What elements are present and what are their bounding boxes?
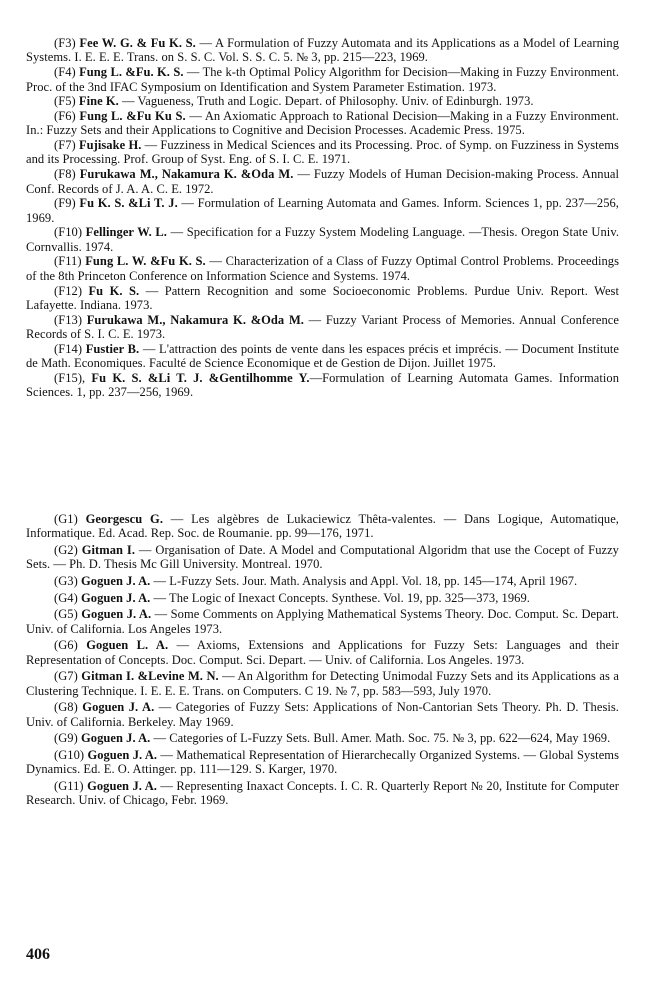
reference-f9 [26, 196, 619, 225]
reference-text: — Vagueness, Truth and Logic. Depart. of Philosophy. Univ. of Edinburgh. 1973. [118, 94, 534, 109]
reference-authors: Goguen J. A. [81, 607, 152, 622]
reference-label: (G2) [54, 543, 78, 557]
reference-text: — An Algorithm for Detecting Unimodal Fuzzy Sets and its Applications as a Clustering Technique. I. E. E. E. Trans. on Computers. C 19. № 7, pp. 583—593, July 1970. [26, 669, 619, 698]
reference-f4 [26, 65, 619, 94]
reference-label: (F8) [54, 167, 76, 182]
reference-text: — A Formulation of Fuzzy Automata and its Applications as a Model of Learning Systems. I. E. E. E. Trans. on S. S. C. Vol. S. S. C. 5. № 3, pp. 215—223, 1969. [26, 36, 619, 65]
reference-f5 [26, 94, 619, 108]
reference-label: (F6) [54, 108, 76, 123]
reference-label: (G4) [54, 590, 78, 605]
reference-text: — Fuzzy Variant Process of Memories. Annual Conference Records of S. I. C. E. 1973. [26, 312, 619, 342]
reference-text: — Organisation of Date. A Model and Computational Algoridm that use the Cocept of Fuzzy Sets. — Ph. D. Thesis Mc Gill University. Montreal. 1970. [26, 543, 619, 572]
page-number: 406 [26, 946, 50, 963]
reference-f15 [26, 371, 619, 400]
reference-text: — The Logic of Inexact Concepts. Synthese. Vol. 19, pp. 325—373, 1969. [150, 590, 530, 605]
reference-authors: Goguen J. A. [82, 700, 155, 715]
reference-text: — L'attraction des points de vente dans les espaces précis et imprécis. — Document Institute de Math. Economiques. Faculté de Science Economique et de Gestion de Dijon. Juillet 1975. [26, 341, 619, 371]
reference-label: (F15), [54, 370, 86, 385]
reference-f14 [26, 342, 619, 371]
reference-g7 [26, 669, 619, 698]
reference-authors: Gitman I. &Levine M. N. [81, 669, 219, 684]
reference-g10 [26, 748, 619, 777]
references-f-section [26, 36, 619, 400]
reference-f7 [26, 138, 619, 167]
reference-g11 [26, 779, 619, 808]
reference-label: (G11) [54, 778, 84, 793]
reference-label: (F10) [54, 225, 83, 240]
reference-g1 [26, 512, 619, 541]
reference-f12 [26, 284, 619, 313]
reference-label: (G6) [54, 638, 78, 653]
reference-text: — Categories of L-Fuzzy Sets. Bull. Amer. Math. Soc. 75. № 3, pp. 622—624, May 1969. [150, 731, 611, 746]
reference-label: (G1) [54, 512, 78, 526]
reference-authors: Furukawa M., Nakamura K. &Oda M. [79, 167, 294, 182]
reference-authors: Goguen J. A. [81, 574, 151, 588]
reference-label: (G5) [54, 607, 78, 622]
reference-text: — Axioms, Extensions and Applications for Fuzzy Sets: Languages and their Representation of Concepts. Doc. Comput. Sci. Depart. — Univ. of California. Los Angeles. 1973. [26, 638, 620, 667]
reference-text: — Les algèbres de Lukaciewicz Thêta-valentes. — Dans Logique, Automatique, Informatique. Ed. Acad. Rep. Soc. de Roumanie. pp. 99—176, 1971. [26, 512, 619, 541]
reference-text: — Mathematical Representation of Hierarchecally Organized Systems. — Global Systems Dynamics. Ed. E. O. Attinger. pp. 111—129. S. Karger, 1970. [26, 747, 619, 777]
reference-authors: Fung L. W. &Fu K. S. [85, 254, 206, 269]
reference-text: — Categories of Fuzzy Sets: Applications of Non-Cantorian Sets Theory. Ph. D. Thesis. Univ. of California. Berkeley. May 1969. [26, 700, 619, 729]
reference-f3 [26, 36, 619, 65]
reference-f6 [26, 109, 619, 138]
reference-g6 [26, 638, 619, 667]
reference-text: — Formulation of Learning Automata and Games. Inform. Sciences 1, pp. 237—256, 1969. [26, 196, 619, 225]
reference-label: (F13) [54, 312, 83, 327]
reference-label: (G7) [54, 669, 78, 684]
reference-text: — An Axiomatic Approach to Rational Decision—Making in a Fuzzy Environment. In.: Fuzzy Sets and their Applications to Cognitive and Decision Processes. Academic Press. 1975. [26, 108, 619, 138]
reference-f11 [26, 254, 619, 283]
reference-text: — Specification for a Fuzzy System Modeling Language. —Thesis. Oregon State Univ. Cornvallis. 1974. [26, 225, 619, 254]
reference-g5 [26, 607, 619, 636]
reference-authors: Furukawa M., Nakamura K. &Oda M. [86, 312, 304, 327]
reference-label: (F5) [54, 94, 76, 109]
reference-authors: Georgescu G. [85, 512, 163, 526]
reference-text: — Representing Inaxact Concepts. I. C. R. Quarterly Report № 20, Institute for Computer Research. Univ. of Chicago, Febr. 1969. [26, 778, 619, 808]
reference-label: (G10) [54, 747, 85, 762]
reference-authors: Fu K. S. &Li T. J. [79, 196, 178, 211]
reference-authors: Goguen J. A. [81, 590, 151, 605]
reference-authors: Fung L. &Fu. K. S. [79, 65, 184, 80]
reference-g4 [26, 591, 619, 605]
reference-authors: Fustier B. [85, 341, 140, 356]
reference-text: — Fuzzy Models of Human Decision-making Process. Annual Conf. Records of J. A. A. C. E. 1972. [26, 167, 619, 196]
reference-g3 [26, 574, 619, 588]
reference-authors: Fine K. [78, 94, 119, 109]
reference-g9 [26, 731, 619, 745]
reference-g8 [26, 700, 619, 729]
reference-authors: Fellinger W. L. [85, 225, 167, 240]
reference-label: (F4) [54, 65, 76, 80]
reference-authors: Goguen J. A. [81, 731, 151, 746]
reference-text: —Formulation of Learning Automata Games. Information Sciences. 1, pp. 237—256, 1969. [26, 370, 619, 400]
reference-authors: Fu K. S. &Li T. J. &Gentilhomme Y. [91, 370, 310, 385]
reference-label: (F11) [54, 254, 82, 269]
reference-text: — Characterization of a Class of Fuzzy Optimal Control Problems. Proceedings of the 8th Princeton Conference on Information Science and Systems. 1974. [26, 254, 619, 283]
reference-f10 [26, 225, 619, 254]
reference-text: — Fuzziness in Medical Sciences and its Processing. Proc. of Symp. on Fuzziness in Systems and its Processing. Prof. Group of Syst. Eng. of S. I. C. E. 1971. [26, 138, 619, 167]
reference-text: — Some Comments on Applying Mathematical Systems Theory. Doc. Comput. Sc. Depart. Univ. of California. Los Angeles 1973. [26, 607, 619, 636]
reference-authors: Gitman I. [81, 543, 136, 557]
reference-text: — Pattern Recognition and some Socioeconomic Problems. Purdue Univ. Report. West Lafayette. Indiana. 1973. [26, 283, 619, 312]
reference-f13 [26, 313, 619, 342]
reference-text: — The k-th Optimal Policy Algorithm for Decision—Making in Fuzzy Environment. Proc. of the 3nd IFAC Symposium on Identification and System Parameter Estimation. 1973. [26, 65, 619, 94]
reference-label: (G8) [54, 700, 78, 715]
reference-authors: Fee W. G. & Fu K. S. [79, 36, 196, 50]
reference-label: (F12) [54, 283, 83, 298]
reference-authors: Fu K. S. [88, 283, 140, 298]
reference-authors: Goguen J. A. [87, 747, 158, 762]
reference-label: (F3) [54, 36, 76, 50]
reference-f8 [26, 167, 619, 196]
reference-authors: Goguen L. A. [86, 638, 169, 653]
reference-authors: Fujisake H. [78, 138, 142, 153]
reference-label: (G3) [54, 574, 78, 588]
reference-label: (F9) [54, 196, 76, 211]
reference-authors: Fung L. &Fu Ku S. [79, 108, 186, 123]
reference-label: (F14) [54, 341, 83, 356]
references-g-section [26, 512, 619, 808]
reference-g2 [26, 543, 619, 572]
reference-label: (F7) [54, 138, 76, 153]
reference-authors: Goguen J. A. [87, 778, 157, 793]
reference-text: — L-Fuzzy Sets. Jour. Math. Analysis and Appl. Vol. 18, pp. 145—174, April 1967. [150, 574, 578, 588]
reference-label: (G9) [54, 731, 78, 746]
